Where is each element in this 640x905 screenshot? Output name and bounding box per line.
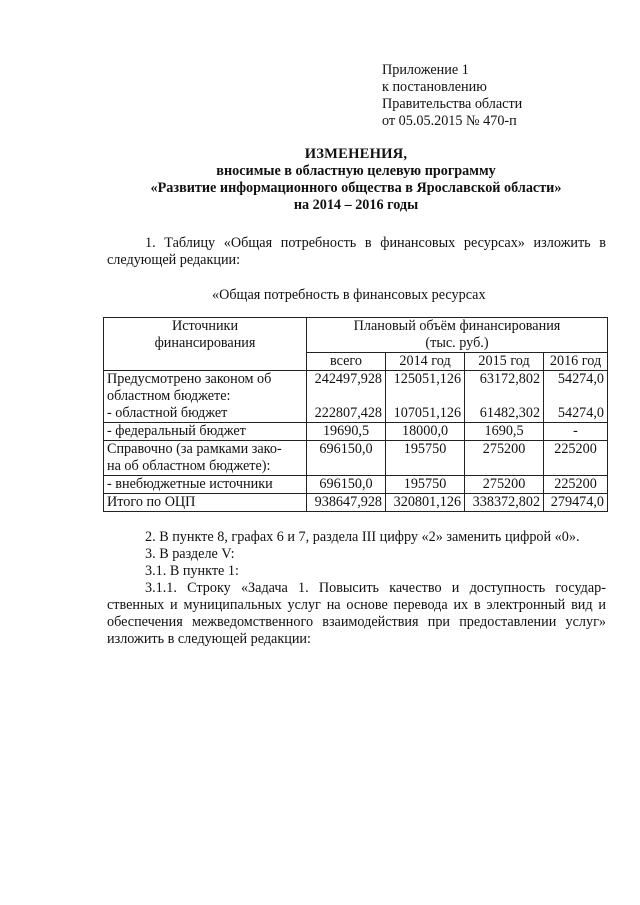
subheader-2015: 2015 год <box>465 353 544 371</box>
row-label: Итого по ОЦП <box>104 494 307 512</box>
appendix-line-4: от 05.05.2015 № 470-п <box>382 113 517 129</box>
cell-2014: 18000,0 <box>386 423 465 441</box>
cell-2016: 225200 <box>544 441 608 476</box>
cell-2016: 54274,0 54274,0 <box>544 371 608 423</box>
item-3: 3. В разделе V: <box>145 546 235 562</box>
row-label: Предусмотрено законом об областном бюджете: - областной бюджет <box>104 371 307 423</box>
paragraph-1 <box>107 235 606 269</box>
table-row <box>104 441 608 476</box>
appendix-line-1: Приложение 1 <box>382 62 469 78</box>
cell-2014: 195750 <box>386 476 465 494</box>
row-label: - внебюджетные источники <box>104 476 307 494</box>
amendment-items <box>107 529 606 648</box>
row-label: - федеральный бюджет <box>104 423 307 441</box>
cell-2015: 338372,802 <box>465 494 544 512</box>
cell-2014: 195750 <box>386 441 465 476</box>
subheader-2016: 2016 год <box>544 353 608 371</box>
cell-total: 696150,0 <box>307 441 386 476</box>
appendix-block <box>382 62 622 130</box>
table-row <box>104 371 608 423</box>
table-header-row <box>104 318 608 353</box>
table-caption: «Общая потребность в финансовых ресурсах <box>212 287 486 303</box>
header-sources: Источники финансирования <box>104 318 307 371</box>
cell-2014: 125051,126 107051,126 <box>386 371 465 423</box>
cell-2016: - <box>544 423 608 441</box>
heading-line-3: «Развитие информационного общества в Ярославской области» <box>150 180 562 196</box>
paragraph-1-text: 1. Таблицу «Общая потребность в финансовых ресурсах» изложить в следующей редакции: <box>107 235 606 268</box>
appendix-line-3: Правительства области <box>382 96 523 112</box>
cell-2015: 1690,5 <box>465 423 544 441</box>
cell-2014: 320801,126 <box>386 494 465 512</box>
cell-2016: 225200 <box>544 476 608 494</box>
item-3-1-1: 3.1.1. Строку «Задача 1. Повысить качество и доступность государ-ственных и муниципальных услуг на основе перевода их в электронный вид и обеспечения межведомственного взаимодействия при предоставлении услуг» изложить в следующей редакции: <box>107 580 606 647</box>
table-row <box>104 494 608 512</box>
subheader-total: всего <box>307 353 386 371</box>
appendix-line-2: к постановлению <box>382 79 487 95</box>
cell-total: 938647,928 <box>307 494 386 512</box>
header-financing-group: Плановый объём финансирования (тыс. руб.) <box>307 318 608 353</box>
cell-total: 242497,928 222807,428 <box>307 371 386 423</box>
cell-2016: 279474,0 <box>544 494 608 512</box>
item-3-1: 3.1. В пункте 1: <box>145 563 239 579</box>
cell-total: 19690,5 <box>307 423 386 441</box>
row-label: Справочно (за рамками зако- на об областном бюджете): <box>104 441 307 476</box>
subheader-2014: 2014 год <box>386 353 465 371</box>
heading-line-4: на 2014 – 2016 годы <box>293 197 419 213</box>
item-2: 2. В пункте 8, графах 6 и 7, раздела III цифру «2» заменить цифрой «0». <box>145 529 580 545</box>
heading-line-2: вносимые в областную целевую программу <box>216 163 496 179</box>
table-row <box>104 476 608 494</box>
table-row <box>104 423 608 441</box>
document-heading <box>96 146 616 214</box>
cell-total: 696150,0 <box>307 476 386 494</box>
financing-table <box>103 317 608 512</box>
cell-2015: 275200 <box>465 441 544 476</box>
heading-title: ИЗМЕНЕНИЯ, <box>304 146 408 162</box>
cell-2015: 275200 <box>465 476 544 494</box>
cell-2015: 63172,802 61482,302 <box>465 371 544 423</box>
